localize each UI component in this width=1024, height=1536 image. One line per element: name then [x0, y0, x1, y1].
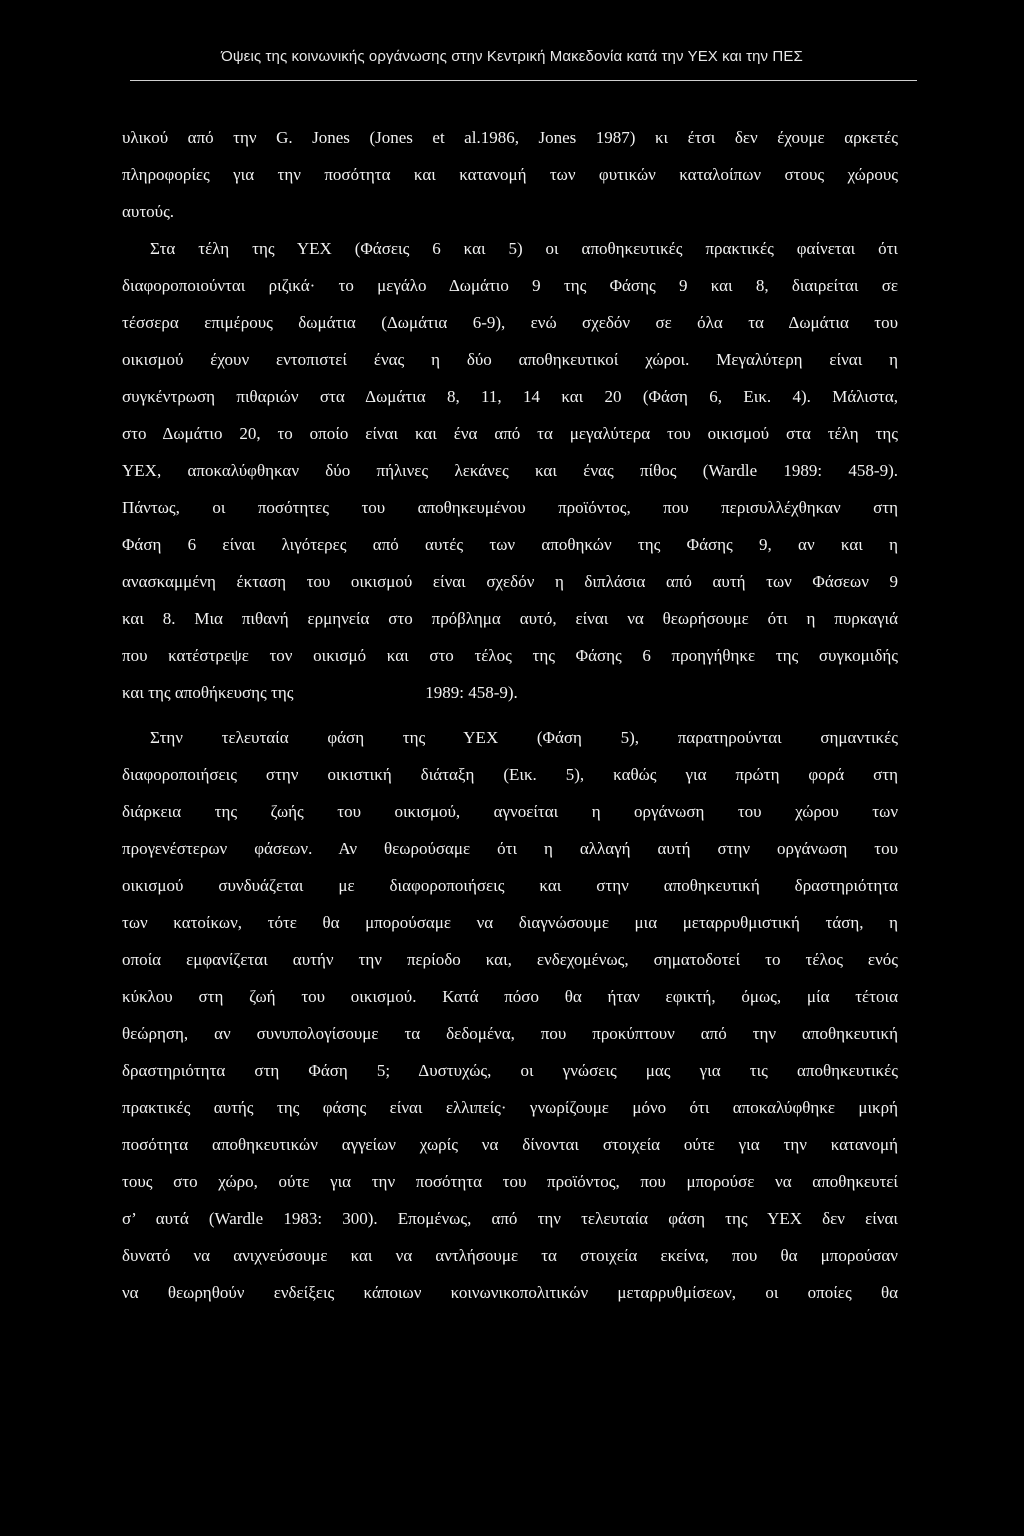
text-line: τους στο χώρο, ούτε για την ποσότητα του προϊόντος, που μπορούσε να αποθηκευτεί — [122, 1172, 898, 1191]
text-line: διαφοροποιούνται ριζικά· το μεγάλο Δωμάτιο 9 της Φάσης 9 και 8, διαιρείται σε — [122, 276, 898, 295]
text-line: Στα τέλη της ΥΕΧ (Φάσεις 6 και 5) οι αποθηκευτικές πρακτικές φαίνεται ότι — [150, 239, 898, 258]
text-line: προγενέστερων φάσεων. Αν θεωρούσαμε ότι η αλλαγή αυτή στην οργάνωση του — [122, 839, 898, 858]
text-line: διάρκεια της ζωής του οικισμού, αγνοείται η οργάνωση του χώρου των — [122, 802, 898, 821]
paragraph-3 — [122, 719, 898, 1311]
text-line: οικισμού έχουν εντοπιστεί ένας η δύο αποθηκευτικοί χώροι. Μεγαλύτερη είναι η — [122, 350, 898, 369]
text-line: Στην τελευταία φάση της ΥΕΧ (Φάση 5), παρατηρούνται σημαντικές — [150, 728, 898, 747]
text-line: οικισμού συνδυάζεται με διαφοροποιήσεις και στην αποθηκευτική δραστηριότητα — [122, 876, 898, 895]
text-line: και της αποθήκευσης της 1989: 458-9). — [122, 683, 518, 702]
text-line: συγκέντρωση πιθαριών στα Δωμάτια 8, 11, 14 και 20 (Φάση 6, Εικ. 4). Μάλιστα, — [122, 387, 898, 406]
text-line: στο Δωμάτιο 20, το οποίο είναι και ένα από τα μεγαλύτερα του οικισμού στα τέλη της — [122, 424, 898, 443]
text-line: Φάση 6 είναι λιγότερες από αυτές των αποθηκών της Φάσης 9, αν και η — [122, 535, 898, 554]
text-line: να θεωρηθούν ενδείξεις κάποιων κοινωνικοπολιτικών μεταρρυθμίσεων, οι οποίες θα — [122, 1283, 898, 1302]
text-line: αυτούς. — [122, 202, 175, 221]
text-line: ποσότητα αποθηκευτικών αγγείων χωρίς να δίνονται στοιχεία ούτε για την κατανομή — [122, 1135, 898, 1154]
paragraph-1 — [122, 119, 898, 230]
text-line: πληροφορίες για την ποσότητα και κατανομή των φυτικών καταλοίπων στους χώρους — [122, 165, 898, 184]
text-line: που κατέστρεψε τον οικισμό και στο τέλος της Φάσης 6 προηγήθηκε της συγκομιδής — [122, 646, 898, 665]
body-text — [122, 119, 898, 1311]
text-line: δραστηριότητα στη Φάση 5; Δυστυχώς, οι γνώσεις μας για τις αποθηκευτικές — [122, 1061, 898, 1080]
text-line: ανασκαμμένη έκταση του οικισμού είναι σχεδόν η διπλάσια από αυτή των Φάσεων 9 — [122, 572, 898, 591]
text-line: οποία εμφανίζεται αυτήν την περίοδο και, ενδεχομένως, σηματοδοτεί το τέλος ενός — [122, 950, 898, 969]
text-line: κύκλου στη ζωή του οικισμού. Κατά πόσο θα ήταν εφικτή, όμως, μία τέτοια — [122, 987, 898, 1006]
text-line: Πάντως, οι ποσότητες του αποθηκευμένου προϊόντος, που περισυλλέχθηκαν στη — [122, 498, 898, 517]
running-header: Όψεις της κοινωνικής οργάνωσης στην Κεντρική Μακεδονία κατά την ΥΕΧ και την ΠΕΣ — [221, 48, 803, 65]
text-line: και 8. Μια πιθανή ερμηνεία στο πρόβλημα αυτό, είναι να θεωρήσουμε ότι η πυρκαγιά — [122, 609, 898, 628]
text-line: δυνατό να ανιχνεύσουμε και να αντλήσουμε τα στοιχεία εκείνα, που θα μπορούσαν — [122, 1246, 898, 1265]
text-line: σ’ αυτά (Wardle 1983: 300). Επομένως, από την τελευταία φάση της ΥΕΧ δεν είναι — [122, 1209, 898, 1228]
text-line: πρακτικές αυτής της φάσης είναι ελλιπείς· γνωρίζουμε μόνο ότι αποκαλύφθηκε μικρή — [122, 1098, 898, 1117]
text-line: διαφοροποιήσεις στην οικιστική διάταξη (Εικ. 5), καθώς για πρώτη φορά στη — [122, 765, 898, 784]
text-line: τέσσερα επιμέρους δωμάτια (Δωμάτια 6-9), ενώ σχεδόν σε όλα τα Δωμάτια του — [122, 313, 898, 332]
paragraph-2 — [122, 230, 898, 711]
header-rule — [130, 80, 917, 81]
text-line: υλικού από την G. Jones (Jones et al.1986, Jones 1987) κι έτσι δεν έχουμε αρκετές — [122, 128, 898, 147]
text-line: θεώρηση, αν συνυπολογίσουμε τα δεδομένα, που προκύπτουν από την αποθηκευτική — [122, 1024, 898, 1043]
text-line: ΥΕΧ, αποκαλύφθηκαν δύο πήλινες λεκάνες και ένας πίθος (Wardle 1989: 458-9). — [122, 461, 898, 480]
text-line: των κατοίκων, τότε θα μπορούσαμε να διαγνώσουμε μια μεταρρυθμιστική τάση, η — [122, 913, 898, 932]
